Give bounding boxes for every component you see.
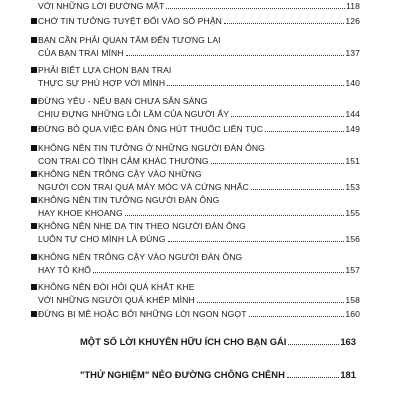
- toc-entry[interactable]: [38, 220, 360, 246]
- toc-entry-page: 126: [345, 16, 360, 26]
- toc-entry[interactable]: [38, 15, 360, 28]
- bullet-square-icon: [31, 98, 37, 104]
- dot-leader: [231, 115, 344, 117]
- toc-entry-title: VỚI NHỮNG LỜI ĐƯỜNG MẬT: [38, 1, 165, 11]
- bullet-square-icon: [31, 284, 37, 290]
- toc-entry[interactable]: [38, 308, 360, 321]
- toc-entry-title: KHÔNG NÊN NHẸ DẠ TIN THEO NGƯỜI ĐÀN ÔNG: [38, 221, 246, 231]
- toc-entry[interactable]: [38, 34, 360, 60]
- dot-leader: [265, 130, 344, 132]
- dot-leader: [251, 188, 344, 190]
- toc-entry-title-cont: NGƯỜI CON TRAI QUÁ MÁY MÓC VÀ CỨNG NHẮC: [38, 181, 249, 192]
- toc-section[interactable]: [80, 369, 356, 381]
- toc-entry-title-cont: HAY KHOE KHOANG: [38, 207, 123, 218]
- toc-entry-page: 144: [345, 108, 360, 119]
- bullet-square-icon: [31, 18, 37, 24]
- toc-section-page: 163: [340, 336, 356, 347]
- toc-entry[interactable]: [38, 0, 360, 13]
- toc-entry-page: 151: [345, 155, 360, 166]
- bullet-square-icon: [31, 197, 37, 203]
- toc-entry-title-cont: CỦA BẠN TRAI MÌNH: [38, 47, 124, 58]
- toc-entry-page: 153: [345, 181, 360, 192]
- toc-entry-page: 158: [345, 294, 360, 305]
- toc-entry-title-cont: VỚI NHỮNG NGƯỜI QUÁ KHÉP MÌNH: [38, 294, 195, 305]
- toc-entry-title: KHÔNG NÊN TRÔNG CẬY VÀO NGƯỜI ĐÀN ÔNG: [38, 252, 243, 262]
- toc-entry-title-cont: HAY TỎ KHỔ: [38, 264, 92, 275]
- dot-leader: [93, 271, 344, 273]
- toc-entry-title: ĐỪNG BỎ QUA VIỆC ĐÀN ÔNG HÚT THUỐC LIÊN TỤC: [38, 124, 264, 134]
- toc-entry[interactable]: [38, 64, 360, 90]
- toc-entry-title: CHỚ TIN TƯỞNG TUYỆT ĐỐI VÀO SỐ PHẬN: [38, 16, 222, 26]
- bullet-square-icon: [31, 171, 37, 177]
- toc-entry-title: ĐỪNG YÊU - NẾU BẠN CHƯA SẴN SÀNG: [38, 96, 208, 106]
- toc-entry-title-cont: CON TRAI CÓ TÌNH CẢM KHÁC THƯỜNG: [38, 155, 209, 166]
- toc-entry-title: PHẢI BIẾT LỰA CHỌN BẠN TRAI: [38, 65, 172, 75]
- bullet-square-icon: [31, 254, 37, 260]
- toc-entry-title-cont: LUÔN TỰ CHO MÌNH LÀ ĐÚNG: [38, 233, 166, 244]
- dot-leader: [287, 376, 340, 378]
- toc-entry-page: 157: [345, 264, 360, 275]
- dot-leader: [168, 240, 345, 242]
- toc-entry-page: 155: [345, 207, 360, 218]
- toc-entry[interactable]: [38, 194, 360, 220]
- bullet-square-icon: [31, 37, 37, 43]
- toc-entry[interactable]: [38, 95, 360, 121]
- toc-entry[interactable]: [38, 281, 360, 307]
- toc-entry[interactable]: [38, 142, 360, 168]
- toc-section-page: 181: [340, 369, 356, 380]
- toc-entry[interactable]: [38, 123, 360, 136]
- bullet-square-icon: [31, 67, 37, 73]
- toc-entry-title: KHÔNG NÊN ĐÒI HỎI QUÁ KHẮT KHE: [38, 282, 195, 292]
- toc-entry-page: 137: [345, 47, 360, 58]
- toc-entry[interactable]: [38, 251, 360, 277]
- bullet-square-icon: [31, 311, 37, 317]
- bullet-square-icon: [31, 223, 37, 229]
- dot-leader: [167, 84, 344, 86]
- toc-entry-title: ĐỪNG BỊ MÊ HOẶC BỞI NHỮNG LỜI NGON NGỌT: [38, 309, 247, 319]
- toc-entry-page: 156: [345, 233, 360, 244]
- dot-leader: [126, 54, 345, 56]
- dot-leader: [125, 214, 345, 216]
- dot-leader: [288, 343, 339, 345]
- toc-section[interactable]: [80, 336, 356, 348]
- toc-entry-page: 140: [345, 77, 360, 88]
- toc-entry-title: BẠN CẦN PHẢI QUAN TÂM ĐẾN TƯƠNG LAI: [38, 35, 221, 45]
- bullet-square-icon: [31, 145, 37, 151]
- toc-section-title: "THỬ NGHIỆM" NẺO ĐƯỜNG CHÔNG CHÊNH: [80, 369, 285, 380]
- dot-leader: [166, 7, 345, 9]
- toc-entry-title: KHÔNG NÊN TIN TƯỞNG NGƯỜI ĐÀN ÔNG: [38, 195, 220, 205]
- bullet-square-icon: [31, 126, 37, 132]
- dot-leader: [249, 315, 345, 317]
- dot-leader: [197, 301, 345, 303]
- toc-entry-page: 118: [346, 1, 360, 11]
- dot-leader: [211, 162, 345, 164]
- toc-entry-title: KHÔNG NÊN TRÔNG CẬY VÀO NHỮNG: [38, 169, 202, 179]
- toc-section-title: MỘT SỐ LỜI KHUYÊN HỮU ÍCH CHO BẠN GÁI: [80, 336, 287, 347]
- dot-leader: [224, 22, 344, 24]
- toc-entry-title-cont: THỰC SỰ PHÙ HỢP VỚI MÌNH: [38, 77, 166, 88]
- toc-entry-title-cont: CHỊU ĐỰNG NHỮNG LỖI LẦM CỦA NGƯỜI ẤY: [38, 108, 230, 119]
- toc-entry-page: 160: [345, 309, 360, 319]
- toc-entry-page: 149: [345, 124, 360, 134]
- toc-entry-title: KHÔNG NÊN TIN TƯỞNG Ở NHỮNG NGƯỜI ĐÀN ÔNG: [38, 143, 265, 153]
- toc-entry[interactable]: [38, 168, 360, 194]
